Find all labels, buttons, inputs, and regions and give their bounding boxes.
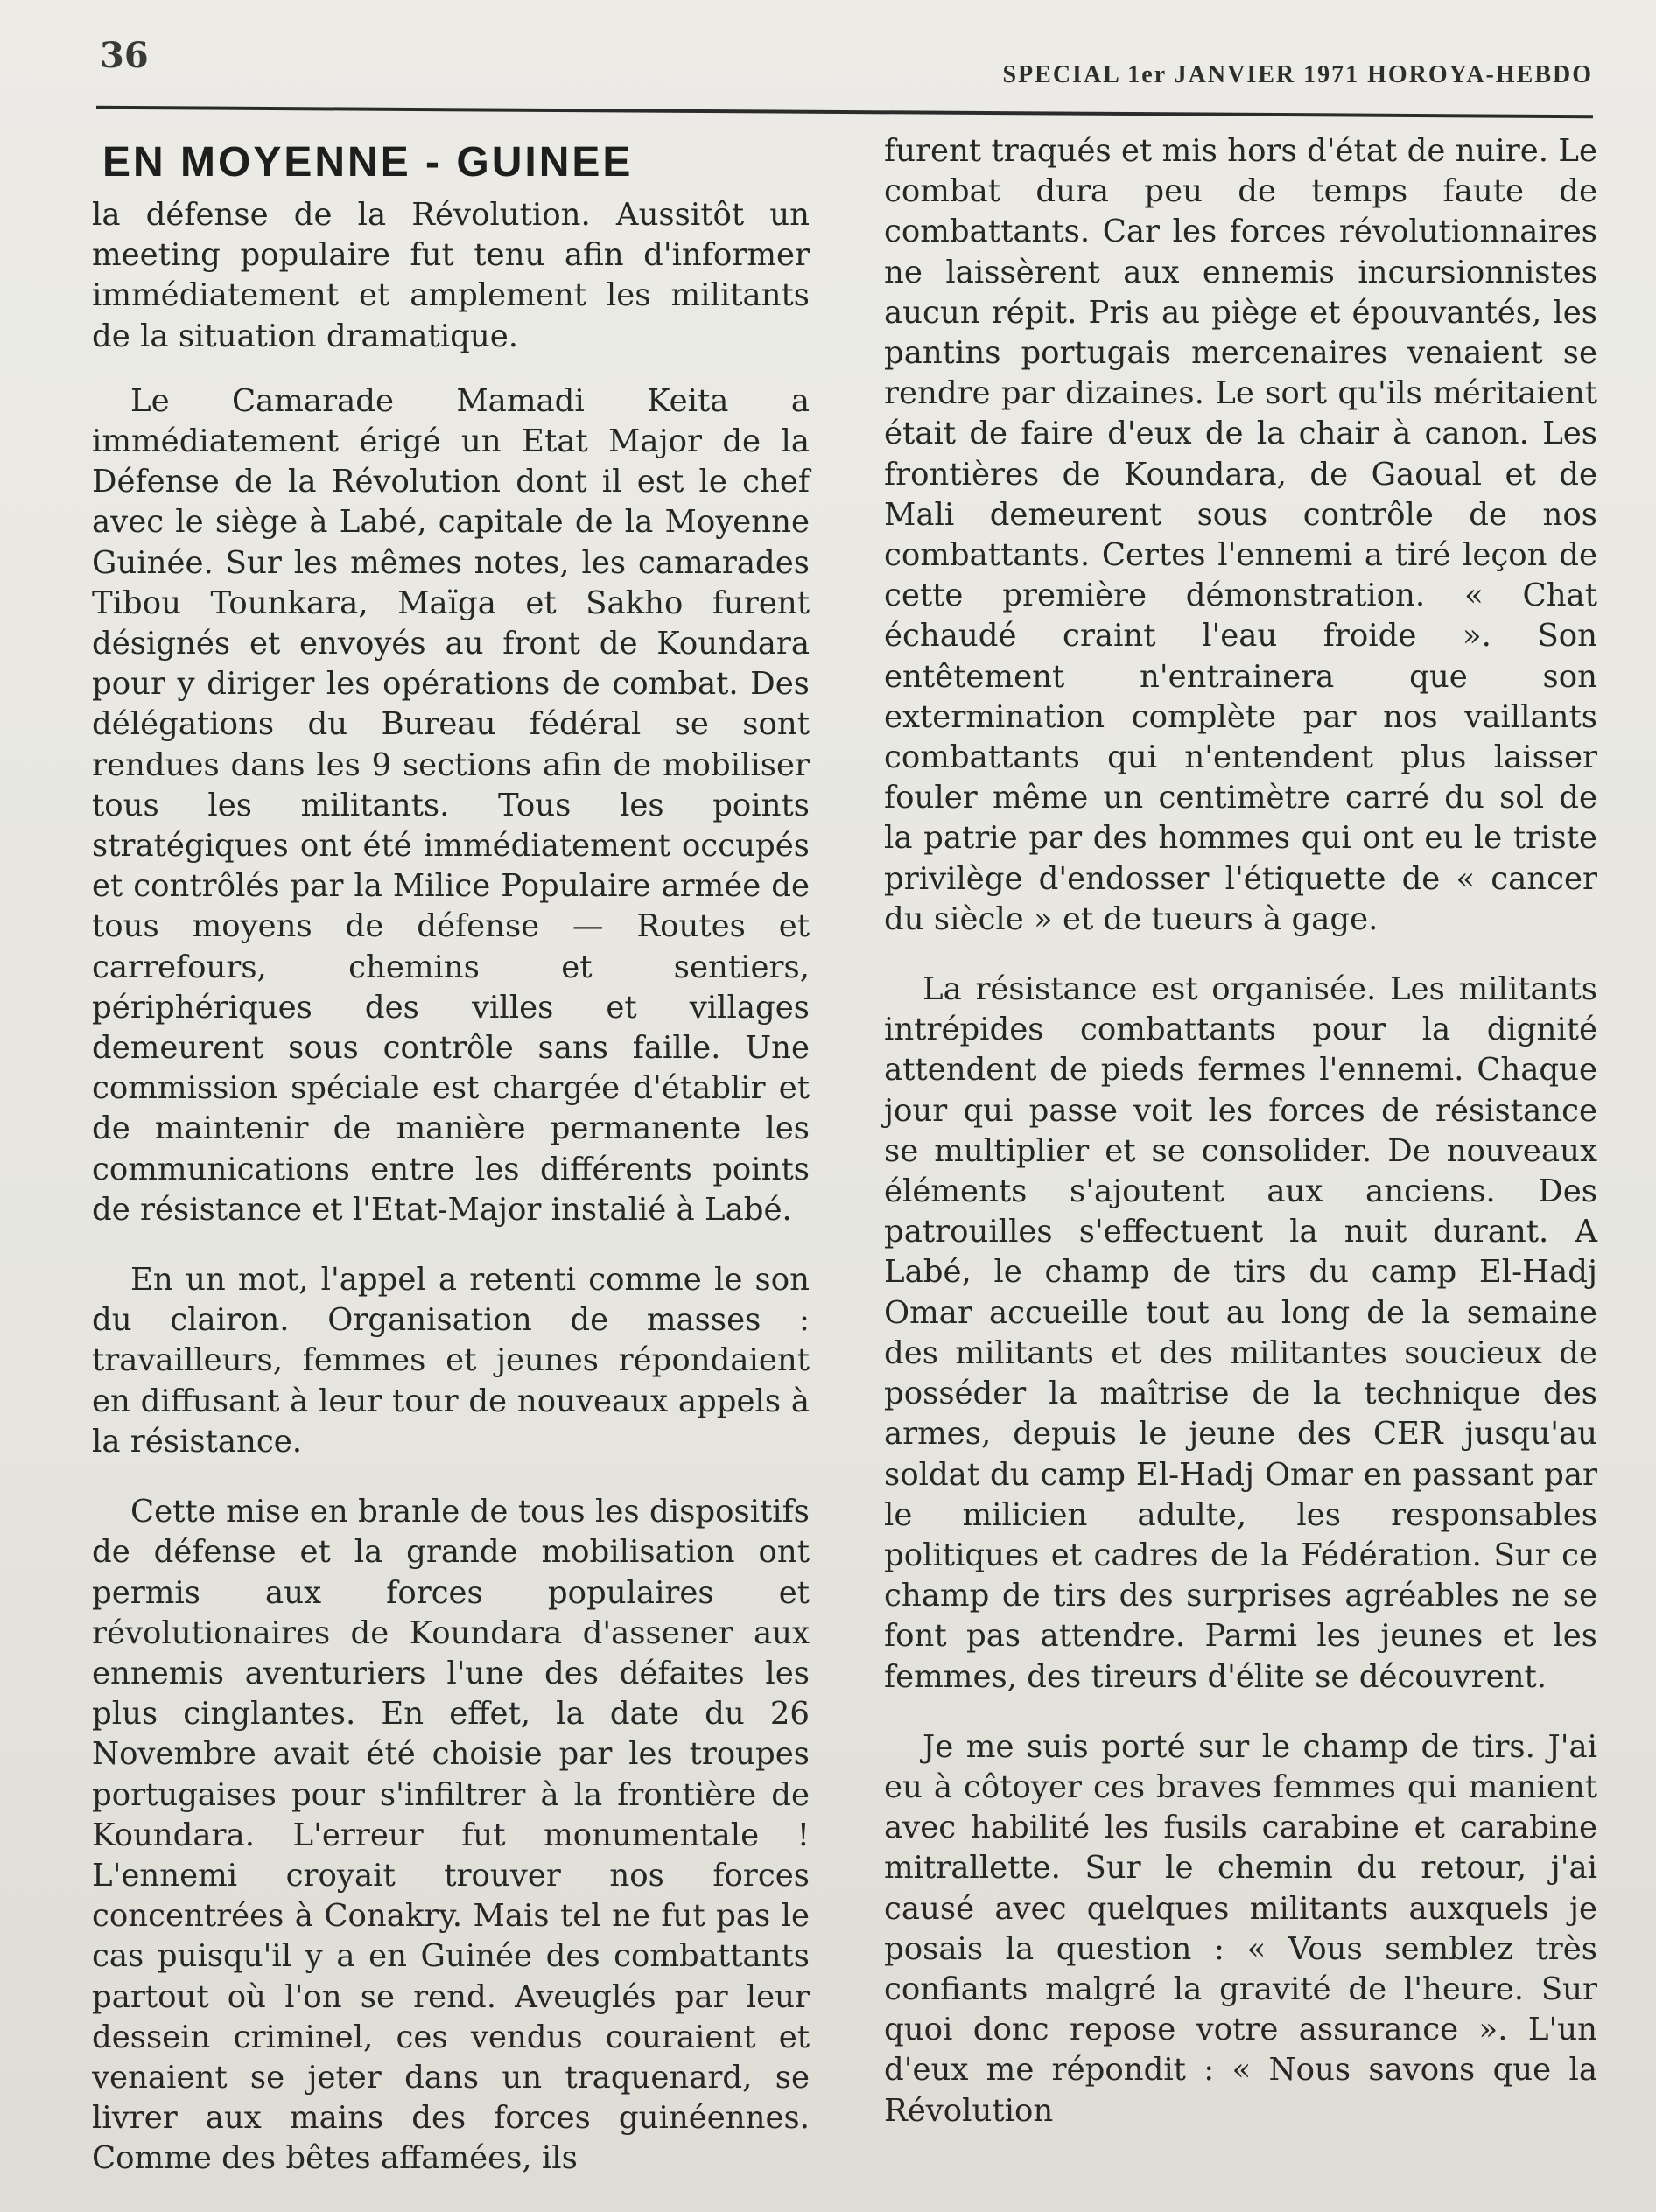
paragraph: Je me suis porté sur le champ de tirs. J'ai eu à côtoyer ces braves femmes qui manient avec habilité les fusils carabine et carabine mitrallette. Sur le chemin du retour, j'ai causé avec quelques militants auxquels je posais la question : « Vous semblez très confiants malgré la gravité de l'heure. Sur quoi donc repose votre assurance ». L'un d'eux me répondit : « Nous savons que la Révolution [884, 1728, 1597, 2129]
paragraph: En un mot, l'appel a retenti comme le son du clairon. Organisation de masses : travailleurs, femmes et jeunes répondaient en diffusant à leur tour de nouveaux appels à la résistance. [92, 1262, 810, 1460]
publication-title: SPECIAL 1er JANVIER 1971 HOROYA-HEBDO [1002, 61, 1593, 88]
article-headline: EN MOYENNE - GUINEE [102, 139, 634, 186]
right-column [884, 131, 1597, 2212]
left-column [92, 131, 810, 2212]
paragraph: furent traqués et mis hors d'état de nuire. Le combat dura peu de temps faute de combattants. Car les forces révolutionnaires ne laissèrent aux ennemis incursionnistes aucun répit. Pris au piège et épouvantés, les pantins portugais mercenaires venaient se rendre par dizaines. Le sort qu'ils méritaient était de faire d'eux de la chair à canon. Les frontières de Koundara, de Gaoual et de Mali demeurent sous contrôle de nos combattants. Certes l'ennemi a tiré leçon de cette première démonstration. « Chat échaudé craint l'eau froide ». Son entêtement n'entrainera que son extermination complète par nos vaillants combattants qui n'entendent plus laisser fouler même un centimètre carré du sol de la patrie par des hommes qui ont eu le triste privilège d'endosser l'étiquette de « cancer du siècle » et de tueurs à gage. [884, 133, 1597, 937]
paragraph: Le Camarade Mamadi Keita a immédiatement érigé un Etat Major de la Défense de la Révolution dont il est le chef avec le siège à Labé, capitale de la Moyenne Guinée. Sur les mêmes notes, les camarades Tibou Tounkara, Maïga et Sakho furent désignés et envoyés au front de Koundara pour y diriger les opérations de combat. Des délégations du Bureau fédéral se sont rendues dans les 9 sections afin de mobiliser tous les militants. Tous les points stratégiques ont été immédiatement occupés et contrôlés par la Milice Populaire armée de tous moyens de défense — Routes et carrefours, chemins et sentiers, périphériques des villes et villages demeurent sous contrôle sans faille. Une commission spéciale est chargée d'établir et de maintenir de manière permanente les communications entre les différents points de résistance et l'Etat-Major instalié à Labé. [92, 382, 810, 1228]
paragraph: la défense de la Révolution. Aussitôt un meeting populaire fut tenu afin d'informer immédiatement et amplement les militants de la situation dramatique. [92, 197, 810, 354]
page-number: 36 [100, 35, 149, 76]
header-rule [96, 106, 1593, 118]
paragraph: La résistance est organisée. Les militants intrépides combattants pour la dignité attendent de pieds fermes l'ennemi. Chaque jour qui passe voit les forces de résistance se multiplier et se consolider. De nouveaux éléments s'ajoutent aux anciens. Des patrouilles s'effectuent la nuit durant. A Labé, le champ de tirs du camp El-Hadj Omar accueille tout au long de la semaine des militants et des militantes soucieux de posséder la maîtrise de la technique des armes, depuis le jeune des CER jusqu'au soldat du camp El-Hadj Omar en passant par le milicien adulte, les responsables politiques et cadres de la Fédération. Sur ce champ de tirs des surprises agréables ne se font pas attendre. Parmi les jeunes et les femmes, des tireurs d'élite se découvrent. [884, 971, 1597, 1695]
paragraph: Cette mise en branle de tous les dispositifs de défense et la grande mobilisation ont permis aux forces populaires et révolutionaires de Koundara d'assener aux ennemis aventuriers l'une des défaites les plus cinglantes. En effet, la date du 26 Novembre avait été choisie par les troupes portugaises pour s'infiltrer à la frontière de Koundara. L'erreur fut monumentale ! L'ennemi croyait trouver nos forces concentrées à Conakry. Mais tel ne fut pas le cas puisqu'il y a en Guinée des combattants partout où l'on se rend. Aveuglés par leur dessein criminel, ces vendus couraient et venaient se jeter dans un traquenard, se livrer aux mains des forces guinéennes. Comme des bêtes affamées, ils [92, 1494, 810, 2177]
page-header [96, 26, 1593, 122]
